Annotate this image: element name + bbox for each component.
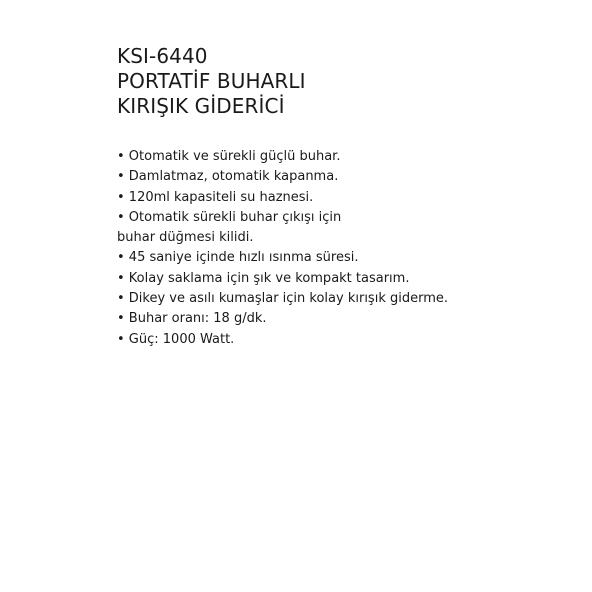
product-model: KSI-6440: [117, 44, 208, 68]
feature-item: • Otomatik sürekli buhar çıkışı için: [117, 209, 342, 225]
feature-list: [117, 147, 577, 350]
feature-item: • Güç: 1000 Watt.: [117, 331, 235, 347]
feature-item-continuation: buhar düğmesi kilidi.: [117, 230, 254, 246]
feature-item: • 45 saniye içinde hızlı ısınma süresi.: [117, 250, 359, 266]
product-title-line-2: KIRIŞIK GİDERİCİ: [117, 94, 285, 118]
product-title-block: [117, 44, 557, 119]
feature-item: • Dikey ve asılı kumaşlar için kolay kırışık giderme.: [117, 291, 448, 307]
feature-item: • Otomatik ve sürekli güçlü buhar.: [117, 149, 341, 164]
feature-item: • Kolay saklama için şık ve kompakt tasarım.: [117, 270, 410, 286]
product-title-line-1: PORTATİF BUHARLI: [117, 69, 306, 93]
feature-item: • 120ml kapasiteli su haznesi.: [117, 189, 314, 205]
feature-item: • Damlatmaz, otomatik kapanma.: [117, 169, 339, 185]
feature-item: • Buhar oranı: 18 g/dk.: [117, 311, 267, 327]
